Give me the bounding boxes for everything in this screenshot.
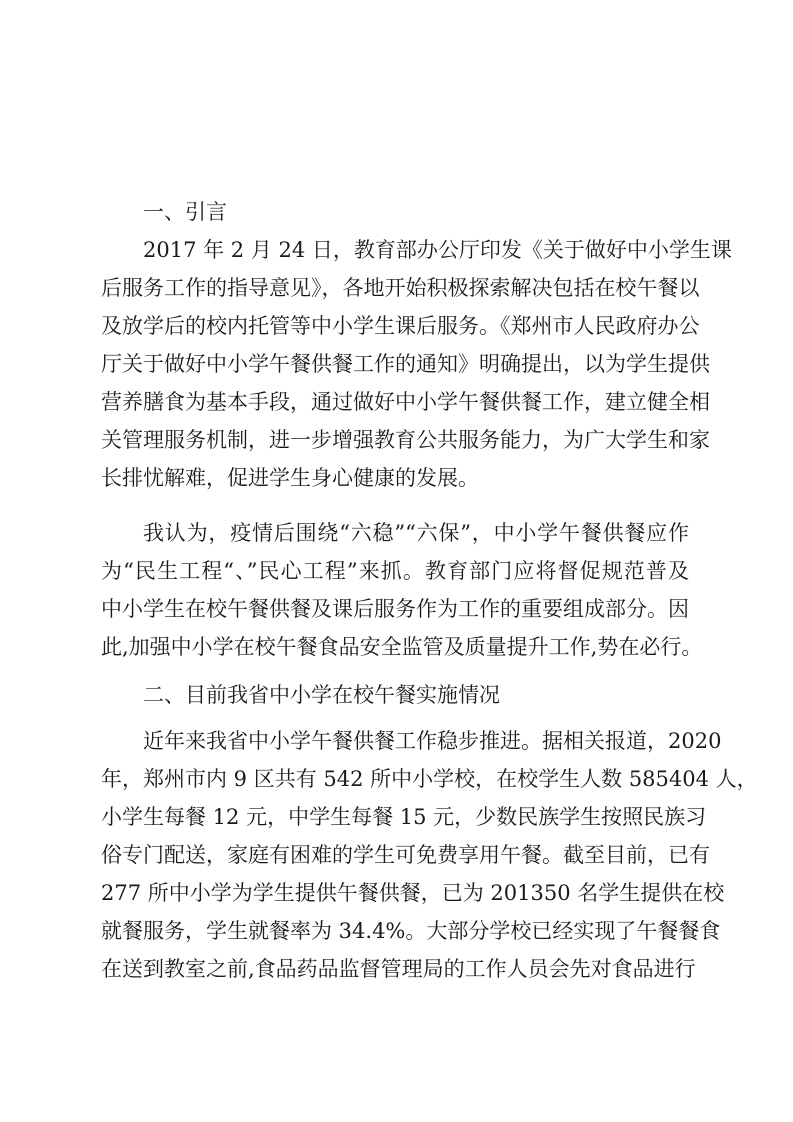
paragraph-line	[0, 797, 793, 837]
paragraph-text: 及放学后的校内托管等中小学生课后服务。《郑州市人民政府办公	[101, 314, 700, 338]
paragraph-line	[0, 627, 793, 667]
paragraph-line	[0, 306, 793, 346]
paragraph-line	[0, 873, 793, 913]
heading-text: 一、引言	[143, 200, 227, 224]
paragraph-line	[0, 382, 793, 422]
paragraph-line	[0, 759, 793, 799]
heading-text: 二、目前我省中小学在校午餐实施情况	[143, 683, 500, 707]
paragraph-line	[0, 911, 793, 951]
paragraph-line	[0, 344, 793, 384]
paragraph-text: 为“民生工程“、”民心工程”来抓。教育部门应将督促规范普及	[101, 559, 689, 583]
paragraph-text: 关管理服务机制，进一步增强教育公共服务能力，为广大学生和家	[101, 428, 710, 452]
paragraph-text: 营养膳食为基本手段，通过做好中小学午餐供餐工作，建立健全相	[101, 390, 710, 414]
paragraph-text: 就餐服务，学生就餐率为 34.4%。大部分学校已经实现了午餐餐食	[101, 919, 721, 943]
section-heading-implementation	[0, 675, 793, 715]
section-heading-introduction	[0, 192, 793, 232]
paragraph-line	[0, 230, 793, 270]
paragraph-text: 2017 年 2 月 24 日，教育部办公厅印发《关于做好中小学生课	[143, 238, 732, 262]
paragraph-text: 年，郑州市内 9 区共有 542 所中小学校，在校学生人数 585404 人，	[101, 767, 758, 791]
paragraph-text: 我认为，疫情后围绕“六稳”“六保”，中小学午餐供餐应作	[143, 521, 689, 545]
paragraph-line	[0, 949, 793, 989]
paragraph-line	[0, 420, 793, 460]
paragraph-text: 277 所中小学为学生提供午餐供餐，已为 201350 名学生提供在校	[101, 881, 725, 905]
paragraph-text: 在送到教室之前,食品药品监督管理局的工作人员会先对食品进行	[101, 957, 696, 981]
paragraph-line	[0, 268, 793, 308]
paragraph-line	[0, 513, 793, 553]
paragraph-text: 此,加强中小学在校午餐食品安全监管及质量提升工作,势在必行。	[101, 635, 703, 659]
paragraph-text: 厅关于做好中小学午餐供餐工作的通知》明确提出，以为学生提供	[101, 352, 710, 376]
paragraph-text: 长排忧解难，促进学生身心健康的发展。	[101, 466, 479, 490]
paragraph-line	[0, 589, 793, 629]
paragraph-text: 中小学生在校午餐供餐及课后服务作为工作的重要组成部分。因	[101, 597, 689, 621]
paragraph-line	[0, 721, 793, 761]
paragraph-text: 俗专门配送，家庭有困难的学生可免费享用午餐。截至目前，已有	[101, 843, 710, 867]
paragraph-text: 后服务工作的指导意见》，各地开始积极探索解决包括在校午餐以	[101, 276, 700, 300]
paragraph-line	[0, 551, 793, 591]
paragraph-text: 小学生每餐 12 元，中学生每餐 15 元，少数民族学生按照民族习	[101, 805, 707, 829]
paragraph-text: 近年来我省中小学午餐供餐工作稳步推进。据相关报道，2020	[143, 729, 722, 753]
paragraph-line	[0, 458, 793, 498]
paragraph-line	[0, 835, 793, 875]
